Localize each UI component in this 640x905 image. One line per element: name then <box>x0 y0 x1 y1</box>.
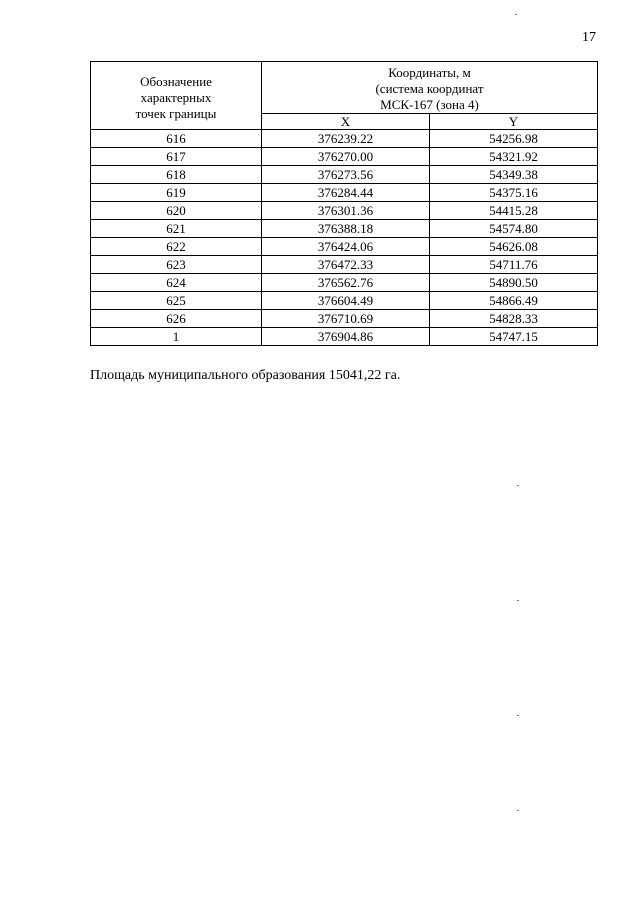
x-cell: 376562.76 <box>262 274 430 292</box>
scan-speck <box>515 14 517 15</box>
scan-speck <box>517 715 519 716</box>
y-cell: 54747.15 <box>430 328 598 346</box>
table-row <box>91 184 598 202</box>
y-cell: 54866.49 <box>430 292 598 310</box>
table-row <box>91 292 598 310</box>
y-column-header: Y <box>430 114 598 130</box>
x-cell: 376472.33 <box>262 256 430 274</box>
page-number: 17 <box>582 30 596 45</box>
point-cell: 625 <box>91 292 262 310</box>
y-cell: 54256.98 <box>430 130 598 148</box>
y-cell: 54415.28 <box>430 202 598 220</box>
y-cell: 54828.33 <box>430 310 598 328</box>
coords-header-line-3: МСК-167 (зона 4) <box>380 97 479 112</box>
point-cell: 619 <box>91 184 262 202</box>
x-cell: 376710.69 <box>262 310 430 328</box>
point-cell: 621 <box>91 220 262 238</box>
x-cell: 376270.00 <box>262 148 430 166</box>
point-cell: 620 <box>91 202 262 220</box>
point-cell: 618 <box>91 166 262 184</box>
scan-speck <box>517 810 519 811</box>
table-row <box>91 256 598 274</box>
y-cell: 54711.76 <box>430 256 598 274</box>
x-cell: 376424.06 <box>262 238 430 256</box>
coords-header-line-1: Координаты, м <box>388 65 471 80</box>
coordinates-header <box>262 62 598 114</box>
x-column-header: X <box>262 114 430 130</box>
y-cell: 54375.16 <box>430 184 598 202</box>
y-cell: 54574.80 <box>430 220 598 238</box>
point-header-line-2: характерных <box>140 89 212 105</box>
table-row <box>91 166 598 184</box>
x-cell: 376301.36 <box>262 202 430 220</box>
x-cell: 376273.56 <box>262 166 430 184</box>
y-cell: 54890.50 <box>430 274 598 292</box>
y-cell: 54626.08 <box>430 238 598 256</box>
point-cell: 1 <box>91 328 262 346</box>
point-cell: 616 <box>91 130 262 148</box>
x-cell: 376388.18 <box>262 220 430 238</box>
point-cell: 622 <box>91 238 262 256</box>
point-cell: 623 <box>91 256 262 274</box>
table-row <box>91 130 598 148</box>
point-cell: 624 <box>91 274 262 292</box>
scan-speck <box>517 485 519 486</box>
coords-header-line-2: (система координат <box>375 81 484 96</box>
table-row <box>91 220 598 238</box>
area-note: Площадь муниципального образования 15041,22 га. <box>90 368 401 383</box>
x-cell: 376604.49 <box>262 292 430 310</box>
table-row <box>91 148 598 166</box>
x-cell: 376284.44 <box>262 184 430 202</box>
table-row <box>91 238 598 256</box>
table-header-row <box>91 62 598 114</box>
coordinates-table <box>90 61 598 346</box>
point-designation-header <box>91 62 262 130</box>
scan-speck <box>517 600 519 601</box>
point-cell: 626 <box>91 310 262 328</box>
x-cell: 376239.22 <box>262 130 430 148</box>
table-row <box>91 328 598 346</box>
x-cell: 376904.86 <box>262 328 430 346</box>
table-row <box>91 310 598 328</box>
point-cell: 617 <box>91 148 262 166</box>
y-cell: 54349.38 <box>430 166 598 184</box>
table-row <box>91 274 598 292</box>
y-cell: 54321.92 <box>430 148 598 166</box>
table-row <box>91 202 598 220</box>
point-header-line-3: точек границы <box>135 105 217 121</box>
point-header-line-1: Обозначение <box>140 73 212 89</box>
